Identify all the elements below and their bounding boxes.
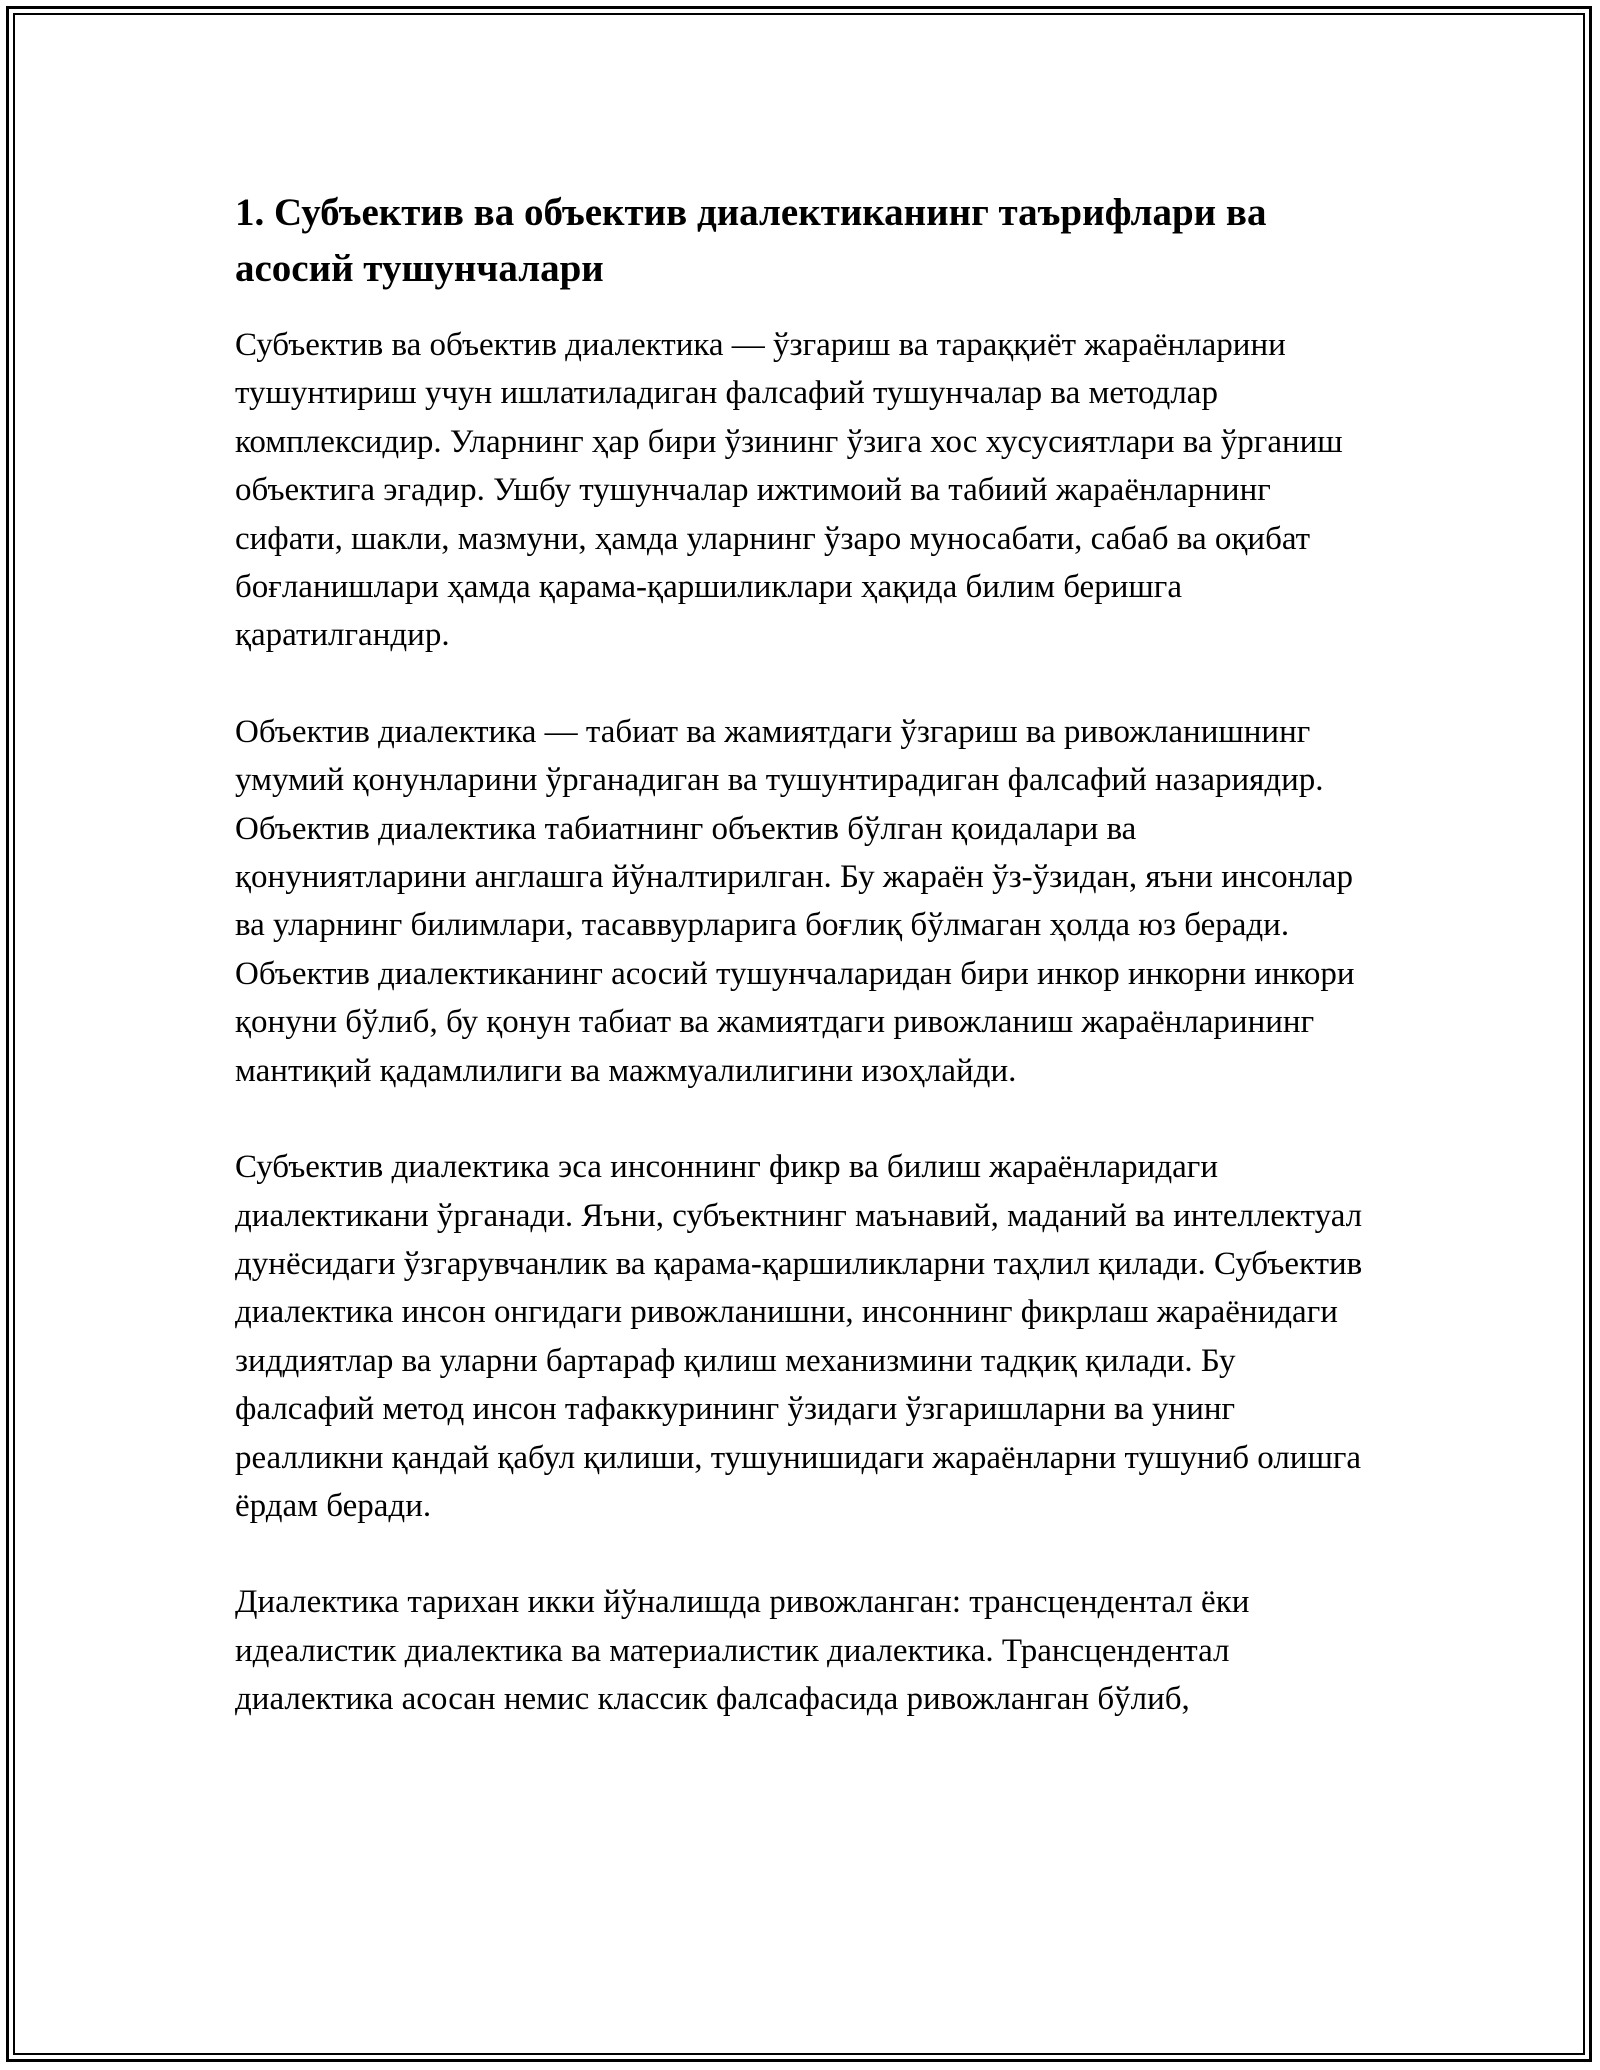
- paragraph-historical-directions: Диалектика тарихан икки йўналишда ривожланган: трансцендентал ёки идеалистик диалектика ва материалистик диалектика. Трансцендентал диалектика асосан немис классик фалсафасида ривожланган бўлиб,: [235, 1584, 1250, 1718]
- paragraph-objective-dialectics: Объектив диалектика — табиат ва жамиятдаги ўзгариш ва ривожланишнинг умумий қонунларини ўрганадиган ва тушунтирадиган фалсафий назариядир. Объектив диалектика табиатнинг объектив бўлган қоидалари ва қонуниятларини англашга йўналтирилган. Бу жараён ўз-ўзидан, яъни инсонлар ва уларнинг билимлари, тасаввурларига боғлиқ бўлмаган ҳолда юз беради. Объектив диалектиканинг асосий тушунчаларидан бири инкор инкорни инкори қонуни бўлиб, бу қонун табиат ва жамиятдаги ривожланиш жараёнларининг мантиқий қадамлилиги ва мажмуалилигини изоҳлайди.: [235, 713, 1355, 1089]
- paragraph-subjective-dialectics: Субъектив диалектика эса инсоннинг фикр ва билиш жараёнларидаги диалектикани ўрганади. Яъни, субъектнинг маънавий, маданий ва интеллектуал дунёсидаги ўзгарувчанлик ва қарама-қаршиликларни таҳлил қилади. Субъектив диалектика инсон онгидаги ривожланишни, инсоннинг фикрлаш жараёнидаги зиддиятлар ва уларни бартараф қилиш механизмини тадқиқ қилади. Бу фалсафий метод инсон тафаккурининг ўзидаги ўзгаришларни ва унинг реалликни қандай қабул қилиши, тушунишидаги жараёнларни тушуниб олишга ёрдам беради.: [235, 1149, 1363, 1524]
- document-body: [235, 185, 1375, 1772]
- section-title: 1. Субъектив ва объектив диалектиканинг таърифлари ва асосий тушунчалари: [235, 191, 1267, 290]
- paragraph-intro: Субъектив ва объектив диалектика — ўзгариш ва тараққиёт жараёнларини тушунтириш учун ишлатиладиган фалсафий тушунчалар ва методлар комплексидир. Уларнинг ҳар бири ўзининг ўзига хос хусусиятлари ва ўрганиш объектига эгадир. Ушбу тушунчалар ижтимоий ва табиий жараёнларнинг сифати, шакли, мазмуни, ҳамда уларнинг ўзаро муносабати, сабаб ва оқибат боғланишлари ҳамда қарама-қаршиликлари ҳақида билим беришга қаратилгандир.: [235, 327, 1343, 654]
